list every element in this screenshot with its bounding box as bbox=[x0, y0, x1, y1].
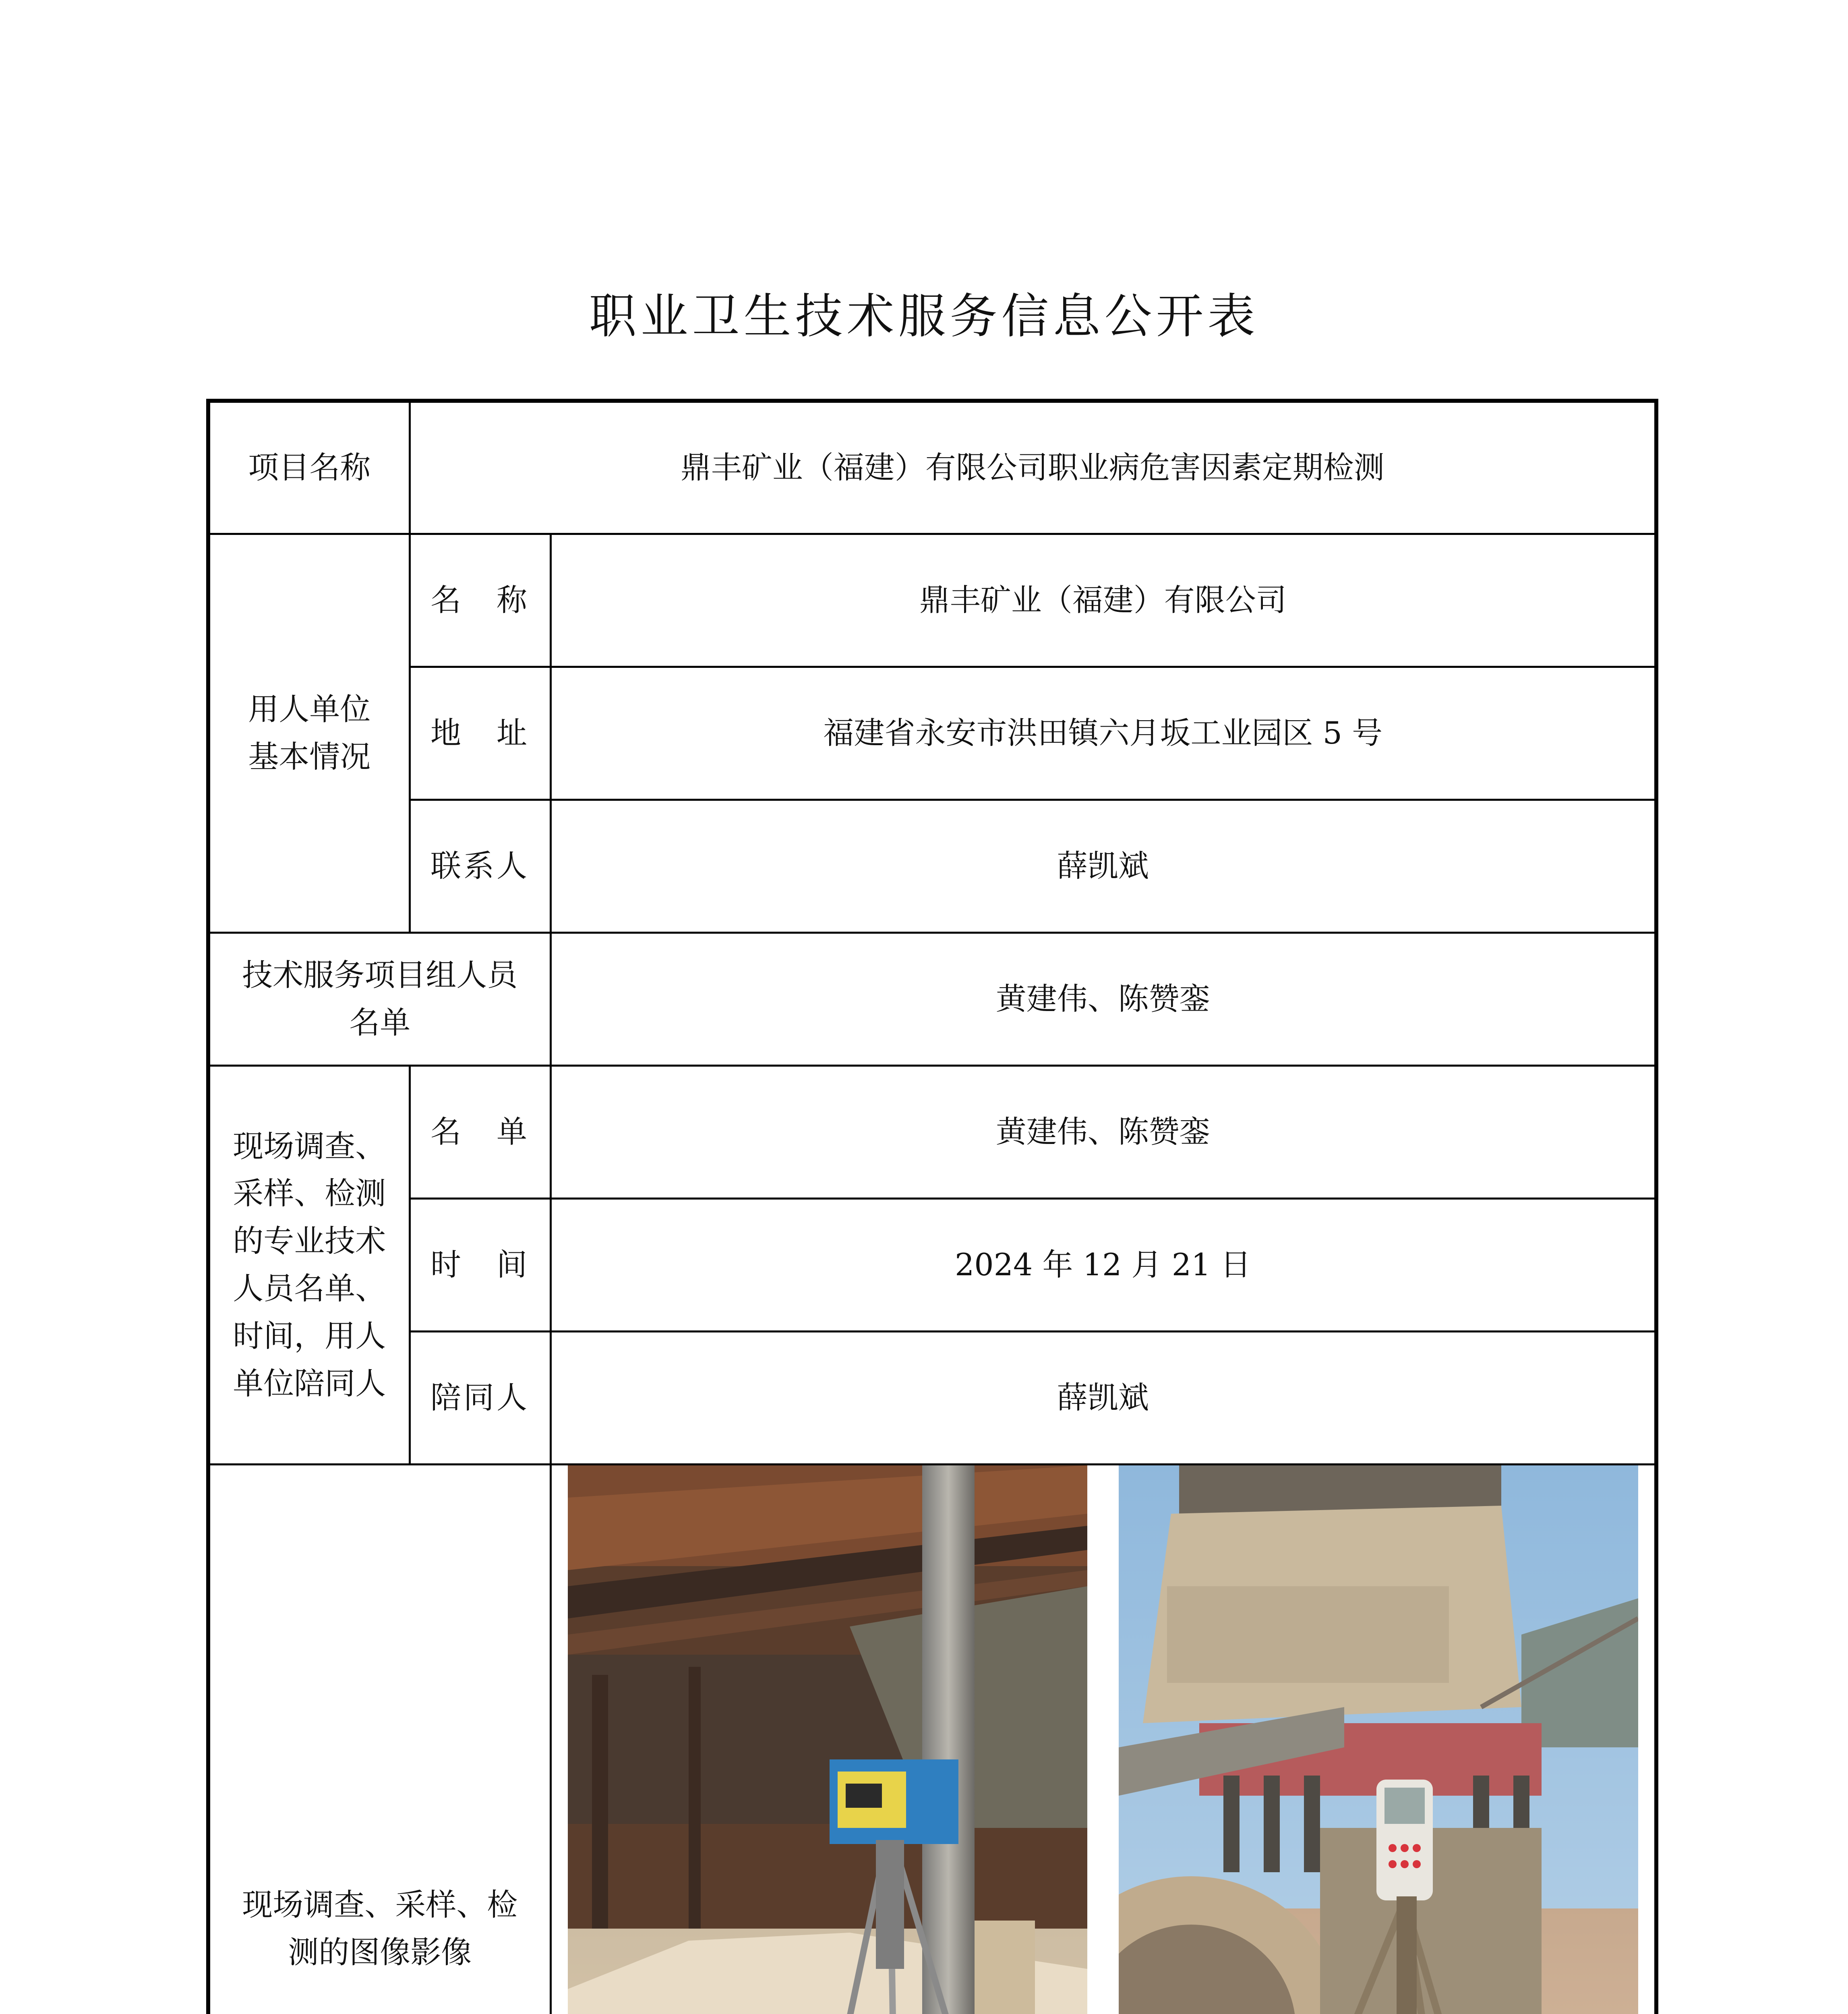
employer-address-value: 福建省永安市洪田镇六月坂工业园区 5 号 bbox=[550, 667, 1656, 800]
field-label-line: 的专业技术 bbox=[233, 1223, 386, 1259]
site-photo-dust-sampler bbox=[568, 1465, 1087, 2014]
employer-name-value: 鼎丰矿业（福建）有限公司 bbox=[550, 534, 1656, 667]
employer-address-label: 地 址 bbox=[410, 667, 550, 800]
field-escort-row bbox=[208, 1331, 1656, 1464]
field-label-line: 单位陪同人 bbox=[233, 1365, 386, 1401]
field-label bbox=[208, 1065, 410, 1464]
field-time-label: 时 间 bbox=[410, 1198, 550, 1331]
photo-gallery bbox=[552, 1465, 1655, 2014]
field-list-label: 名 单 bbox=[410, 1065, 550, 1198]
employer-name-row bbox=[208, 534, 1656, 667]
project-label: 项目名称 bbox=[208, 401, 410, 534]
project-value: 鼎丰矿业（福建）有限公司职业病危害因素定期检测 bbox=[410, 401, 1656, 534]
images-label-line1: 现场调查、采样、检 bbox=[242, 1886, 518, 1923]
info-table bbox=[206, 399, 1658, 2014]
employer-contact-row bbox=[208, 800, 1656, 932]
field-list-row bbox=[208, 1065, 1656, 1198]
site-photo-noise-meter bbox=[1119, 1465, 1638, 2014]
employer-address-row bbox=[208, 667, 1656, 800]
employer-label bbox=[208, 534, 410, 932]
images-row bbox=[208, 1464, 1656, 2014]
field-label-line: 人员名单、 bbox=[233, 1270, 386, 1306]
employer-label-line1: 用人单位 bbox=[248, 691, 371, 727]
team-label-line1: 技术服务项目组人员 bbox=[242, 957, 518, 993]
team-value: 黄建伟、陈赞銮 bbox=[550, 932, 1656, 1065]
images-label-line2: 测的图像影像 bbox=[288, 1934, 472, 1970]
field-label-line: 现场调查、 bbox=[233, 1128, 386, 1164]
field-time-value: 2024 年 12 月 21 日 bbox=[550, 1198, 1656, 1331]
employer-label-line2: 基本情况 bbox=[248, 739, 371, 775]
images-cell bbox=[550, 1464, 1656, 2014]
field-label-line: 时间，用人 bbox=[233, 1318, 386, 1354]
employer-name-label: 名 称 bbox=[410, 534, 550, 667]
project-row bbox=[208, 401, 1656, 534]
field-time-row bbox=[208, 1198, 1656, 1331]
team-row bbox=[208, 932, 1656, 1065]
field-escort-value: 薛凯斌 bbox=[550, 1331, 1656, 1464]
field-label-line: 采样、检测 bbox=[233, 1175, 386, 1212]
employer-contact-value: 薛凯斌 bbox=[550, 800, 1656, 932]
employer-contact-label: 联系人 bbox=[410, 800, 550, 932]
team-label-line2: 名单 bbox=[349, 1005, 411, 1040]
field-escort-label: 陪同人 bbox=[410, 1331, 550, 1464]
team-label bbox=[208, 932, 550, 1065]
page-title: 职业卫生技术服务信息公开表 bbox=[589, 288, 1259, 344]
field-list-value: 黄建伟、陈赞銮 bbox=[550, 1065, 1656, 1198]
images-label bbox=[208, 1464, 550, 2014]
